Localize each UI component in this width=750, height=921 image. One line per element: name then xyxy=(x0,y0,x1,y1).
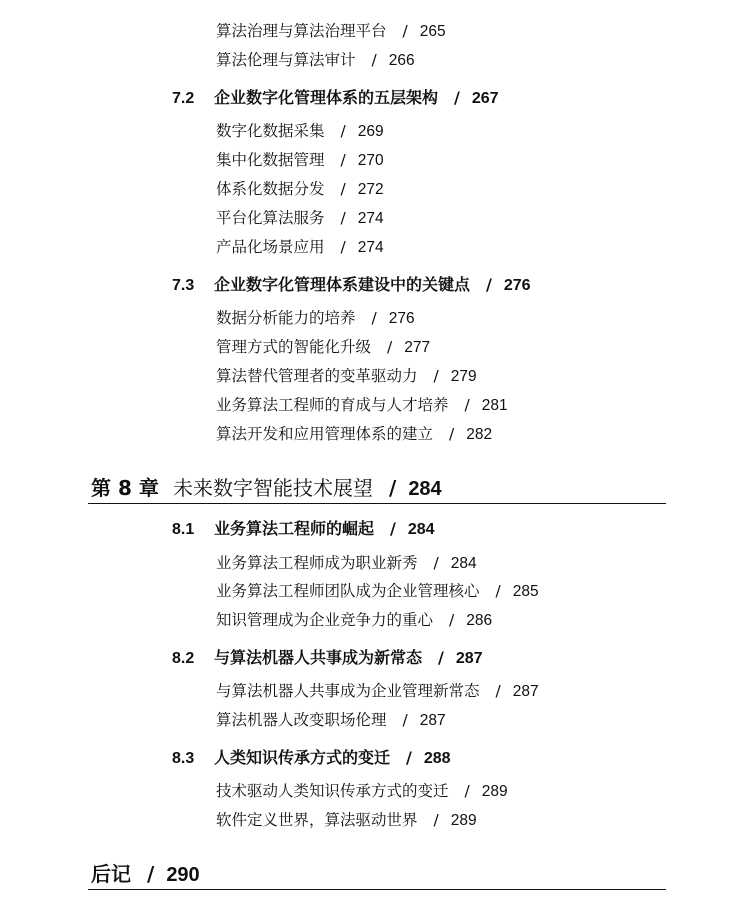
page-number: 286 xyxy=(466,612,493,629)
section-title: 业务算法工程师的崛起 xyxy=(214,519,375,538)
page-number: 269 xyxy=(357,123,384,140)
section-heading-8-1 xyxy=(172,521,435,538)
toc-entry xyxy=(216,124,384,140)
toc-entry xyxy=(216,684,539,700)
separator: / xyxy=(438,648,444,667)
separator: / xyxy=(402,711,408,729)
entry-title: 平台化算法服务 xyxy=(216,209,325,227)
section-number: 7.2 xyxy=(172,90,195,107)
separator: / xyxy=(433,811,439,829)
separator: / xyxy=(402,22,408,40)
page-number: 284 xyxy=(450,555,477,572)
page-number: 289 xyxy=(481,783,508,800)
separator: / xyxy=(495,582,501,600)
separator: / xyxy=(464,396,470,414)
separator: / xyxy=(495,682,501,700)
toc-entry xyxy=(216,53,415,69)
page-number: 274 xyxy=(357,210,384,227)
section-title: 企业数字化管理体系的五层架构 xyxy=(214,88,439,107)
entry-title: 数字化数据采集 xyxy=(216,122,325,140)
page-number: 285 xyxy=(512,583,539,600)
separator: / xyxy=(390,519,396,538)
toc-entry xyxy=(216,713,446,729)
entry-title: 数据分析能力的培养 xyxy=(216,309,356,327)
separator: / xyxy=(340,151,346,169)
entry-title: 算法替代管理者的变革驱动力 xyxy=(216,367,418,385)
page-number: 290 xyxy=(166,864,200,886)
page-number: 284 xyxy=(407,521,435,538)
page-number: 287 xyxy=(419,712,446,729)
page-number: 279 xyxy=(450,368,477,385)
page-number: 287 xyxy=(512,683,539,700)
page-number: 272 xyxy=(357,181,384,198)
section-number: 8.3 xyxy=(172,750,195,767)
section-heading-7-3 xyxy=(172,277,531,294)
separator: / xyxy=(340,180,346,198)
toc-entry xyxy=(216,24,446,40)
toc-entry xyxy=(216,584,539,600)
entry-title: 算法机器人改变职场伦理 xyxy=(216,711,387,729)
toc-entry xyxy=(216,153,384,169)
page-number: 288 xyxy=(423,750,451,767)
toc-entry xyxy=(216,340,430,356)
page-number: 276 xyxy=(388,310,415,327)
entry-title: 业务算法工程师团队成为企业管理核心 xyxy=(216,582,480,600)
separator: / xyxy=(449,425,455,443)
separator: / xyxy=(340,122,346,140)
chapter-title: 未来数字智能技术展望 xyxy=(173,476,373,500)
chapter-rule xyxy=(88,503,666,504)
toc-entry xyxy=(216,369,477,385)
toc-entry xyxy=(216,556,477,572)
section-title: 与算法机器人共事成为新常态 xyxy=(214,648,423,667)
entry-title: 知识管理成为企业竞争力的重心 xyxy=(216,611,434,629)
entry-title: 产品化场景应用 xyxy=(216,238,325,256)
page-number: 267 xyxy=(471,90,499,107)
separator: / xyxy=(454,88,460,107)
separator: / xyxy=(340,238,346,256)
entry-title: 体系化数据分发 xyxy=(216,180,325,198)
separator: / xyxy=(433,367,439,385)
page-number: 266 xyxy=(388,52,415,69)
chapter-heading-8 xyxy=(91,478,442,499)
separator: / xyxy=(371,309,377,327)
afterword-label: 后记 xyxy=(91,862,131,886)
separator: / xyxy=(449,611,455,629)
separator: / xyxy=(433,554,439,572)
entry-title: 算法治理与算法治理平台 xyxy=(216,22,387,40)
toc-entry xyxy=(216,211,384,227)
toc-entry xyxy=(216,311,415,327)
page-number: 287 xyxy=(455,650,483,667)
entry-title: 算法开发和应用管理体系的建立 xyxy=(216,425,434,443)
toc-entry xyxy=(216,398,508,414)
toc-entry xyxy=(216,240,384,256)
separator: / xyxy=(371,51,377,69)
page-number: 277 xyxy=(404,339,431,356)
entry-title: 技术驱动人类知识传承方式的变迁 xyxy=(216,782,449,800)
page-number: 284 xyxy=(408,478,442,500)
section-number: 8.2 xyxy=(172,650,195,667)
toc-entry xyxy=(216,613,492,629)
section-number: 7.3 xyxy=(172,277,195,294)
toc-entry xyxy=(216,784,508,800)
entry-title: 管理方式的智能化升级 xyxy=(216,338,372,356)
section-title: 人类知识传承方式的变迁 xyxy=(214,748,391,767)
chapter-label: 第 8 章 xyxy=(91,476,159,500)
entry-title: 业务算法工程师成为职业新秀 xyxy=(216,554,418,572)
toc-entry xyxy=(216,182,384,198)
page-number: 282 xyxy=(466,426,493,443)
separator: / xyxy=(406,748,412,767)
page-number: 270 xyxy=(357,152,384,169)
separator: / xyxy=(486,275,492,294)
page-number: 274 xyxy=(357,239,384,256)
toc-entry xyxy=(216,427,492,443)
separator: / xyxy=(387,338,393,356)
page-number: 265 xyxy=(419,23,446,40)
afterword-heading xyxy=(91,864,200,885)
entry-title: 集中化数据管理 xyxy=(216,151,325,169)
entry-title: 与算法机器人共事成为企业管理新常态 xyxy=(216,682,480,700)
section-heading-8-2 xyxy=(172,650,483,667)
separator: / xyxy=(340,209,346,227)
separator: / xyxy=(389,476,397,500)
section-title: 企业数字化管理体系建设中的关键点 xyxy=(214,275,471,294)
section-heading-7-2 xyxy=(172,90,499,107)
page-number: 289 xyxy=(450,812,477,829)
entry-title: 业务算法工程师的育成与人才培养 xyxy=(216,396,449,414)
afterword-rule xyxy=(88,889,666,890)
separator: / xyxy=(464,782,470,800)
entry-title: 算法伦理与算法审计 xyxy=(216,51,356,69)
page-number: 281 xyxy=(481,397,508,414)
entry-title: 软件定义世界，算法驱动世界 xyxy=(216,811,418,829)
section-number: 8.1 xyxy=(172,521,195,538)
section-heading-8-3 xyxy=(172,750,451,767)
separator: / xyxy=(147,862,155,886)
toc-entry xyxy=(216,813,477,829)
page-number: 276 xyxy=(503,277,531,294)
